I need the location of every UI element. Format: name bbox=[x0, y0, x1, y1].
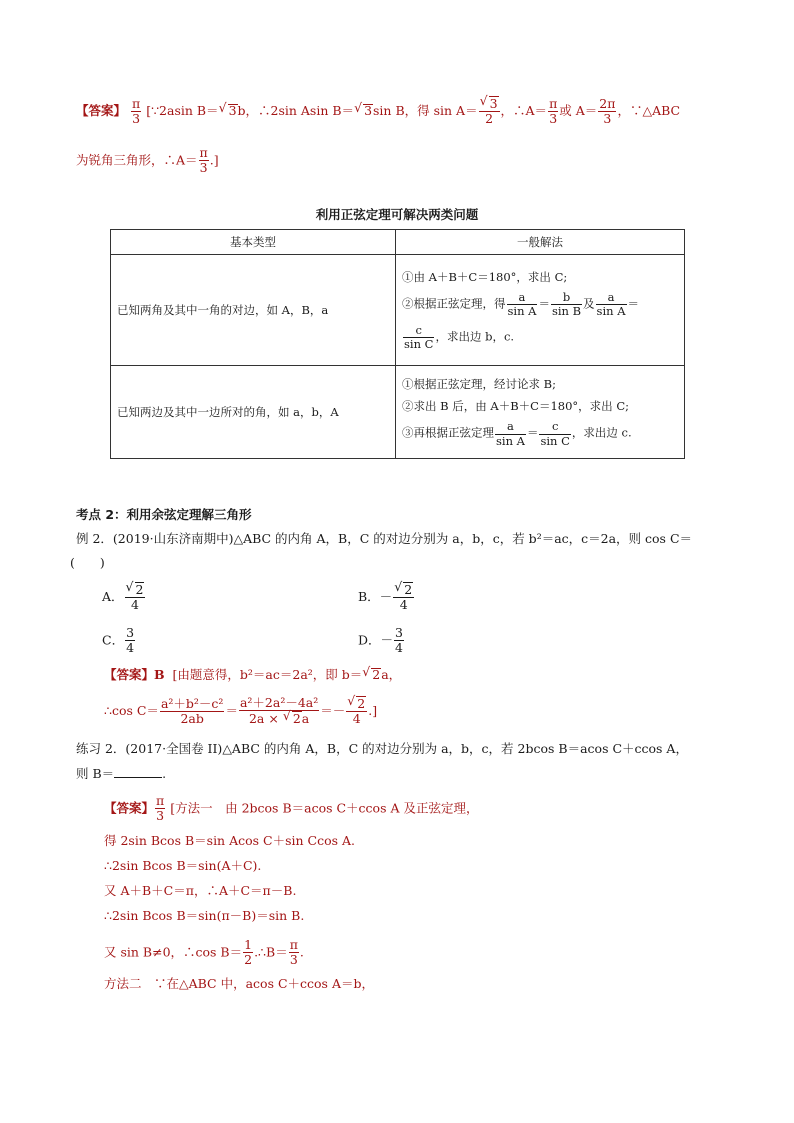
answer-blank bbox=[114, 767, 162, 778]
option-d: D．－ $\frac{3}{4}$ bbox=[358, 625, 403, 656]
answer-fraction: $\frac{\pi}{3}$ bbox=[132, 95, 141, 126]
table-header-type: 基本类型 bbox=[111, 230, 396, 255]
example-2-answer-line-1: 【答案】B [由题意得，b²＝ac＝2a²，即 b＝√ 2a， bbox=[104, 668, 401, 682]
method-1-line-3: ∴2sin Bcos B＝sin(A＋C). bbox=[104, 858, 262, 873]
option-b: B．－ √ $\frac{2}{4}$ bbox=[358, 582, 415, 613]
answer-label: 【答案】 bbox=[76, 102, 127, 118]
example-2-line-2: ( ) bbox=[70, 555, 105, 570]
table-cell-method-1: ①由 A＋B＋C＝180°，求出 C; ②根据正弦定理，得 $\frac{a}{\text{sin A}}$ ＝ $\frac{b}{\text{sin B}}$ 及 $\frac{a}{\text{sin A}}$ ＝ $\frac{c}{\text{sin C}}$ ，求出边 b，c. bbox=[396, 255, 685, 366]
section-title: 考点 2：利用余弦定理解三角形 bbox=[76, 507, 252, 522]
option-c: C． $\frac{3}{4}$ bbox=[102, 625, 135, 656]
method-1-line-4: 又 A＋B＋C＝π，∴A＋C＝π－B. bbox=[104, 883, 297, 898]
method-1-line-6: 又 sin B≠0，∴cos B＝ $\frac{1}{2}$ .∴B＝ $\frac{\pi}{3}$ . bbox=[104, 937, 304, 968]
method-2-line-1: 方法二 ∵在△ABC 中，acos C＋ccos A＝b， bbox=[104, 976, 374, 991]
table-title: 利用正弦定理可解决两类问题 bbox=[315, 207, 479, 222]
answer-line-1: 【答案】 $\frac{\pi}{3}$ [∵2asin B＝√ 3b，∴2sin Asin B＝√ 3sin B，得 sin A＝ √ $\frac{3}{2}$ ，∴A＝ $\frac{\pi}{3}$ 或 A＝ $\frac{2\pi}{3}$ ，∵△ABC bbox=[76, 96, 680, 127]
answer-line-2: 为锐角三角形，∴A＝ $\frac{\pi}{3}$ .] bbox=[76, 145, 219, 176]
practice-2-line-1: 练习 2．(2017·全国卷 II)△ABC 的内角 A，B，C 的对边分别为 a，b，c，若 2bcos B＝acos C＋ccos A， bbox=[76, 741, 688, 756]
example-2-line-1: 例 2．(2019·山东济南期中)△ABC 的内角 A，B，C 的对边分别为 a，b，c，若 b²＝ac，c＝2a，则 cos C＝ bbox=[76, 531, 693, 546]
method-1-line-2: 得 2sin Bcos B＝sin Acos C＋sin Ccos A. bbox=[104, 833, 356, 848]
table-header-method: 一般解法 bbox=[396, 230, 685, 255]
practice-2-line-2: 则 B＝ . bbox=[76, 766, 167, 781]
table-cell-method-2: ①根据正弦定理，经讨论求 B; ②求出 B 后，由 A＋B＋C＝180°，求出 C; ③再根据正弦定理 $\frac{a}{\text{sin A}}$ ＝ $\frac{c}{\text{sin C}}$ ，求出边 c. bbox=[396, 366, 685, 459]
table-cell-type-2: 已知两边及其中一边所对的角，如 a，b，A bbox=[111, 366, 396, 459]
practice-2-answer-line-1: 【答案】 $\frac{\pi}{3}$ [方法一 由 2bcos B＝acos C＋ccos A 及正弦定理， bbox=[104, 793, 479, 824]
table-cell-type-1: 已知两角及其中一角的对边，如 A，B，a bbox=[111, 255, 396, 366]
example-2-answer-line-2: ∴cos C＝ $\frac{\text{a²＋b²－c²}}{2ab}$ ＝ $\frac{\text{a²＋2a²－4a²}}{2a \times √ 2a}$ ＝－ √ $\frac{2}{4}$ .] bbox=[104, 696, 377, 727]
method-1-line-5: ∴2sin Bcos B＝sin(π－B)＝sin B. bbox=[104, 908, 305, 923]
sine-law-table bbox=[110, 229, 685, 459]
option-a: A． √ $\frac{2}{4}$ bbox=[102, 582, 146, 613]
